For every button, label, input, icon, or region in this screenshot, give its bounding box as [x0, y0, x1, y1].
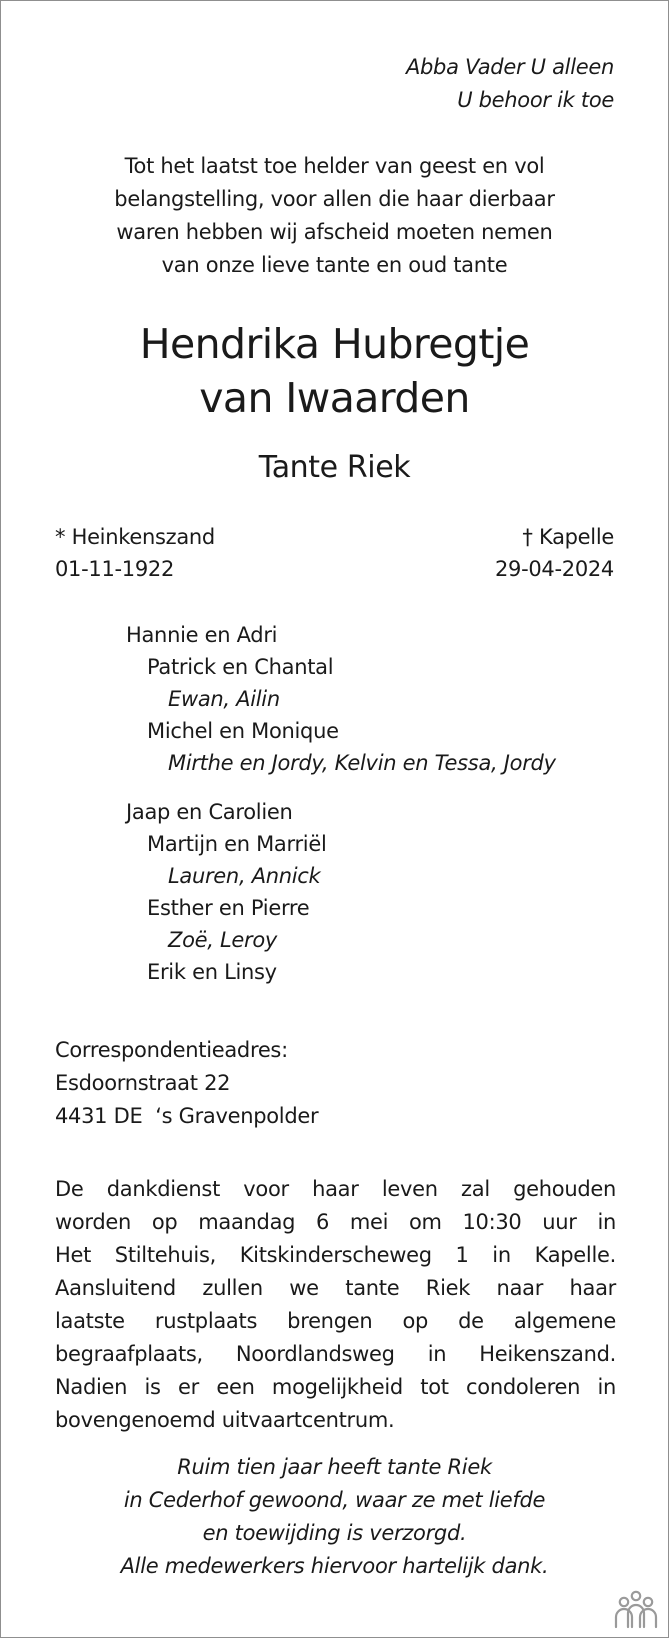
service-line: Aansluitend zullen we tante Riek naar haar	[55, 1276, 616, 1300]
thanks-line: en toewijding is verzorgd.	[202, 1521, 467, 1545]
death-date: 29-04-2024	[494, 557, 614, 581]
motto	[406, 51, 614, 117]
intro-line: van onze lieve tante en oud tante	[161, 253, 508, 277]
deceased-name-line1: Hendrika Hubregtje	[139, 320, 530, 368]
service-line: Het Stiltehuis, Kitskinderscheweg 1 in Kapelle.	[55, 1243, 616, 1267]
service-line: bovengenoemd uitvaartcentrum.	[55, 1408, 395, 1432]
service-line: begraafplaats, Noordlandsweg in Heikenszand.	[55, 1342, 616, 1366]
death-info	[495, 521, 614, 585]
family-member: Erik en Linsy	[147, 960, 277, 984]
thanks-line: Ruim tien jaar heeft tante Riek	[177, 1455, 492, 1479]
thanks-note	[1, 1451, 668, 1583]
family-member: Michel en Monique	[147, 719, 339, 743]
death-place: † Kapelle	[522, 525, 614, 549]
intro-line: Tot het laatst toe helder van geest en vol	[124, 154, 545, 178]
motto-line: U behoor ik toe	[457, 88, 614, 112]
family-member: Hannie en Adri	[126, 623, 278, 647]
deceased-name-line2: van Iwaarden	[199, 374, 470, 422]
family-member: Lauren, Annick	[168, 864, 321, 888]
service-line: Nadien is er een mogelijkheid tot condoleren in	[55, 1375, 616, 1399]
address-line: 4431 DE ‘s Gravenpolder	[55, 1104, 319, 1128]
service-line: De dankdienst voor haar leven zal gehouden	[55, 1177, 616, 1201]
intro-line: belangstelling, voor allen die haar dierbaar	[114, 187, 555, 211]
thanks-line: in Cederhof gewoond, waar ze met liefde	[123, 1488, 546, 1512]
birth-info	[55, 521, 215, 585]
birth-date: 01-11-1922	[55, 557, 175, 581]
family-member: Esther en Pierre	[147, 896, 310, 920]
family-member: Patrick en Chantal	[147, 655, 334, 679]
family-group-icon	[612, 1589, 660, 1629]
address-line: Esdoornstraat 22	[55, 1071, 231, 1095]
thanks-line: Alle medewerkers hiervoor hartelijk dank.	[120, 1554, 549, 1578]
service-announcement	[55, 1173, 616, 1437]
correspondence-address	[55, 1034, 318, 1133]
service-line: worden op maandag 6 mei om 10:30 uur in	[55, 1210, 616, 1234]
family-member: Zoë, Leroy	[168, 928, 278, 952]
address-line: Correspondentieadres:	[55, 1038, 288, 1062]
intro-line: waren hebben wij afscheid moeten nemen	[116, 220, 553, 244]
motto-line: Abba Vader U alleen	[405, 55, 614, 79]
service-line: laatste rustplaats brengen op de algemene	[55, 1309, 616, 1333]
birth-place: * Heinkenszand	[55, 525, 215, 549]
family-member: Ewan, Ailin	[168, 687, 280, 711]
family-member: Martijn en Marriël	[147, 832, 327, 856]
deceased-nickname: Tante Riek	[258, 450, 411, 485]
deceased-name	[1, 317, 668, 425]
intro-text	[1, 150, 668, 282]
family-member: Jaap en Carolien	[126, 800, 293, 824]
family-member: Mirthe en Jordy, Kelvin en Tessa, Jordy	[168, 751, 556, 775]
